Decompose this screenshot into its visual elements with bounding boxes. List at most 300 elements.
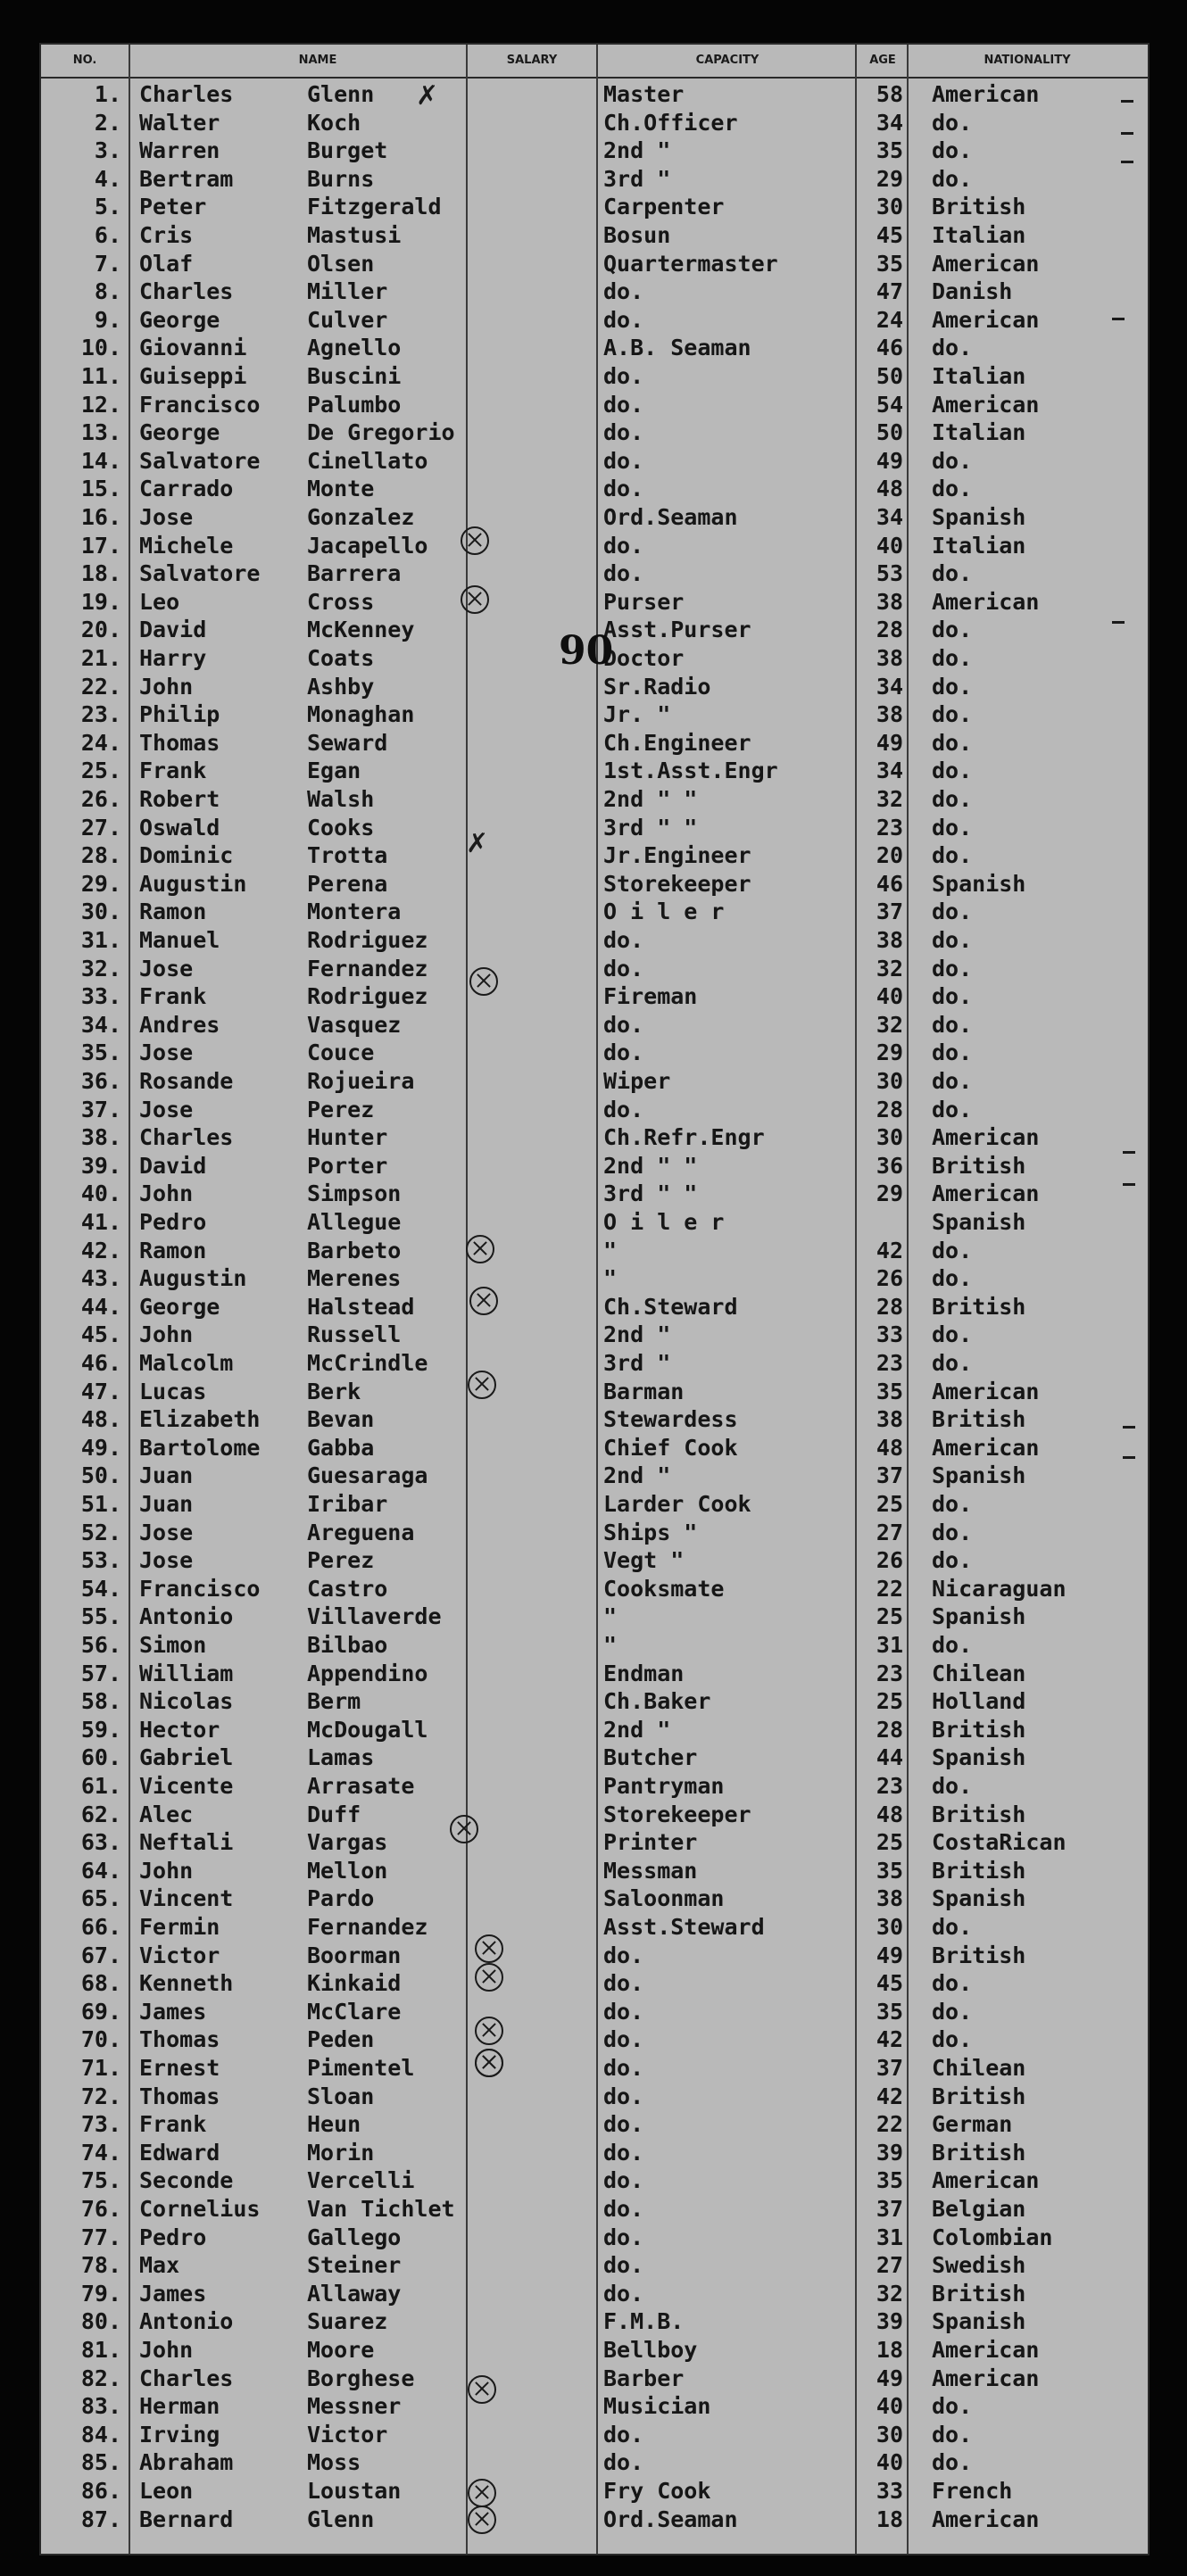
crew-first-name: Salvatore [139, 560, 261, 587]
crew-nationality: Danish [932, 278, 1013, 305]
crew-nationality: Spanish [932, 870, 1026, 897]
crew-last-name: Morin [307, 2139, 375, 2166]
crew-row [41, 1603, 1148, 1630]
crew-first-name: Guiseppi [139, 363, 247, 389]
crew-nationality: Spanish [932, 1462, 1026, 1489]
crew-last-name: Victor [307, 2421, 388, 2448]
crew-first-name: Thomas [139, 2026, 220, 2053]
crew-nationality: American [932, 588, 1040, 615]
crew-last-name: Rodriguez [307, 983, 428, 1010]
crew-first-name: Abraham [139, 2449, 234, 2476]
crew-nationality: American [932, 391, 1040, 418]
crew-row [41, 1011, 1148, 1039]
crew-first-name: Seconde [139, 2167, 234, 2194]
crew-nationality: American [932, 2337, 1040, 2363]
circled-x-icon [468, 2506, 496, 2534]
crew-first-name: Charles [139, 81, 234, 107]
crew-capacity: A.B. Seaman [603, 335, 751, 361]
crew-nationality: Italian [932, 363, 1026, 389]
crew-capacity: Doctor [603, 645, 685, 671]
crew-last-name: Burns [307, 165, 375, 192]
crew-nationality: do. [932, 1632, 973, 1658]
crew-number: 11. [80, 363, 121, 389]
crew-nationality: do. [932, 165, 973, 192]
crew-row [41, 137, 1148, 164]
crew-nationality: do. [932, 447, 973, 474]
crew-age: 50 [876, 363, 903, 389]
crew-nationality: Spanish [932, 504, 1026, 530]
circled-x-icon [461, 526, 489, 555]
crew-nationality: British [932, 1152, 1026, 1179]
crew-capacity: do. [603, 2421, 644, 2448]
crew-capacity: do. [603, 927, 644, 953]
crew-capacity: do. [603, 2167, 644, 2194]
crew-row [41, 1152, 1148, 1180]
crew-number: 8. [94, 278, 121, 305]
crew-last-name: Suarez [307, 2308, 388, 2335]
crew-number: 1. [94, 81, 121, 107]
crew-last-name: Simpson [307, 1180, 402, 1207]
crew-age: 48 [876, 1801, 903, 1827]
crew-last-name: Montera [307, 899, 402, 925]
crew-capacity: 1st.Asst.Engr [603, 758, 778, 784]
crew-capacity: Barber [603, 2365, 685, 2391]
crew-first-name: Augustin [139, 870, 247, 897]
crew-row [41, 503, 1148, 531]
crew-age: 49 [876, 1942, 903, 1968]
crew-first-name: Hector [139, 1716, 220, 1743]
crew-last-name: Duff [307, 1801, 361, 1827]
crew-capacity: Saloonman [603, 1885, 725, 1912]
crew-age: 20 [876, 842, 903, 869]
crew-number: 21. [80, 645, 121, 671]
crew-nationality: American [932, 2506, 1040, 2532]
crew-last-name: Glenn [307, 81, 375, 107]
crew-number: 72. [80, 2083, 121, 2109]
crew-last-name: Arrasate [307, 1773, 415, 1799]
crew-capacity: Larder Cook [603, 1491, 751, 1517]
margin-dash [1121, 132, 1133, 135]
crew-last-name: Trotta [307, 842, 388, 869]
crew-nationality: Colombian [932, 2224, 1053, 2250]
crew-first-name: William [139, 1660, 234, 1686]
crew-capacity: O i l e r [603, 1209, 725, 1235]
crew-age: 34 [876, 109, 903, 136]
crew-row [41, 2025, 1148, 2053]
crew-number: 35. [80, 1040, 121, 1066]
crew-nationality: Chilean [932, 1660, 1026, 1686]
crew-number: 81. [80, 2337, 121, 2363]
crew-capacity: do. [603, 278, 644, 305]
header-capacity: CAPACITY [695, 54, 760, 67]
crew-age: 49 [876, 447, 903, 474]
crew-row [41, 2280, 1148, 2307]
crew-last-name: Merenes [307, 1265, 402, 1292]
circled-x-icon [450, 1815, 478, 1843]
crew-age: 49 [876, 2365, 903, 2391]
crew-nationality: American [932, 306, 1040, 333]
crew-first-name: Francisco [139, 391, 261, 418]
crew-capacity: 2nd " [603, 1716, 671, 1743]
crew-number: 61. [80, 1773, 121, 1799]
crew-first-name: John [139, 673, 194, 700]
crew-first-name: Charles [139, 278, 234, 305]
crew-age: 42 [876, 1237, 903, 1263]
crew-row [41, 2421, 1148, 2448]
crew-age: 25 [876, 1491, 903, 1517]
crew-capacity: do. [603, 2083, 644, 2109]
crew-number: 22. [80, 673, 121, 700]
crew-age: 46 [876, 870, 903, 897]
crew-nationality: do. [932, 1773, 973, 1799]
crew-nationality: do. [932, 1237, 973, 1263]
crew-first-name: John [139, 2337, 194, 2363]
crew-capacity: do. [603, 476, 644, 502]
crew-number: 23. [80, 701, 121, 728]
crew-last-name: Buscini [307, 363, 402, 389]
crew-number: 64. [80, 1857, 121, 1884]
crew-age: 37 [876, 899, 903, 925]
crew-row [41, 362, 1148, 390]
crew-first-name: Ramon [139, 899, 207, 925]
crew-nationality: French [932, 2478, 1013, 2504]
crew-first-name: Frank [139, 758, 207, 784]
crew-number: 25. [80, 758, 121, 784]
crew-number: 33. [80, 983, 121, 1010]
crew-first-name: Michele [139, 532, 234, 559]
crew-first-name: Victor [139, 1942, 220, 1968]
crew-number: 18. [80, 560, 121, 587]
crew-number: 34. [80, 1011, 121, 1038]
crew-number: 53. [80, 1547, 121, 1574]
crew-row [41, 870, 1148, 898]
crew-nationality: do. [932, 1011, 973, 1038]
crew-nationality: British [932, 1942, 1026, 1968]
crew-last-name: Coats [307, 645, 375, 671]
crew-number: 6. [94, 222, 121, 248]
crew-number: 55. [80, 1603, 121, 1630]
crew-number: 47. [80, 1378, 121, 1404]
crew-row [41, 250, 1148, 277]
crew-capacity: Storekeeper [603, 1801, 751, 1827]
crew-nationality: Spanish [932, 1885, 1026, 1912]
crew-last-name: Guesaraga [307, 1462, 428, 1489]
crew-capacity: Ch.Refr.Engr [603, 1124, 765, 1151]
header-nationality: NATIONALITY [984, 54, 1071, 67]
crew-nationality: American [932, 2365, 1040, 2391]
circled-x-icon [475, 1934, 503, 1963]
crew-last-name: Agnello [307, 335, 402, 361]
crew-nationality: do. [932, 1265, 973, 1292]
margin-dash [1123, 1183, 1135, 1186]
crew-age: 35 [876, 250, 903, 277]
crew-age: 32 [876, 2280, 903, 2307]
crew-capacity: do. [603, 306, 644, 333]
crew-nationality: British [932, 1801, 1026, 1827]
crew-capacity: do. [603, 532, 644, 559]
crew-number: 73. [80, 2111, 121, 2138]
crew-number: 69. [80, 1998, 121, 2025]
crew-last-name: Mellon [307, 1857, 388, 1884]
crew-nationality: do. [932, 2449, 973, 2476]
crew-number: 68. [80, 1970, 121, 1997]
crew-capacity: Pantryman [603, 1773, 725, 1799]
crew-number: 70. [80, 2026, 121, 2053]
crew-first-name: Augustin [139, 1265, 247, 1292]
crew-capacity: do. [603, 2280, 644, 2307]
crew-first-name: George [139, 419, 220, 446]
crew-last-name: Couce [307, 1040, 375, 1066]
crew-last-name: Russell [307, 1321, 402, 1348]
crew-number: 9. [94, 306, 121, 333]
crew-row [41, 2224, 1148, 2251]
crew-nationality: do. [932, 899, 973, 925]
crew-nationality: do. [932, 2026, 973, 2053]
crew-row [41, 2083, 1148, 2110]
crew-last-name: Koch [307, 109, 361, 136]
crew-number: 20. [80, 617, 121, 643]
crew-last-name: Allegue [307, 1209, 402, 1235]
crew-first-name: Charles [139, 1124, 234, 1151]
crew-first-name: Vicente [139, 1773, 234, 1799]
crew-nationality: American [932, 2167, 1040, 2194]
crew-row [41, 1434, 1148, 1462]
crew-last-name: McKenney [307, 617, 415, 643]
crew-row [41, 2195, 1148, 2223]
crew-last-name: Olsen [307, 250, 375, 277]
crew-nationality: do. [932, 1914, 973, 1940]
circled-x-icon [475, 2049, 503, 2077]
crew-first-name: Antonio [139, 2308, 234, 2335]
crew-number: 86. [80, 2478, 121, 2504]
crew-row [41, 1828, 1148, 1856]
crew-age: 26 [876, 1265, 903, 1292]
circled-x-icon [461, 585, 489, 614]
crew-first-name: Thomas [139, 729, 220, 756]
crew-capacity: do. [603, 2026, 644, 2053]
crew-row [41, 1067, 1148, 1095]
crew-row [41, 447, 1148, 475]
crew-capacity: 3rd " [603, 165, 671, 192]
crew-first-name: Nicolas [139, 1688, 234, 1715]
crew-age: 18 [876, 2337, 903, 2363]
crew-age: 40 [876, 532, 903, 559]
crew-last-name: Jacapello [307, 532, 428, 559]
crew-nationality: British [932, 194, 1026, 220]
crew-first-name: Fermin [139, 1914, 220, 1940]
crew-last-name: McClare [307, 1998, 402, 2025]
crew-number: 57. [80, 1660, 121, 1686]
crew-capacity: Fry Cook [603, 2478, 711, 2504]
crew-first-name: Pedro [139, 2224, 207, 2250]
crew-number: 65. [80, 1885, 121, 1912]
crew-last-name: Culver [307, 306, 388, 333]
crew-number: 3. [94, 137, 121, 164]
crew-nationality: American [932, 1378, 1040, 1404]
crew-row [41, 588, 1148, 616]
crew-last-name: Villaverde [307, 1603, 442, 1630]
crew-number: 75. [80, 2167, 121, 2194]
crew-last-name: Cooks [307, 814, 375, 841]
crew-capacity: 2nd " " [603, 786, 698, 812]
crew-last-name: Glenn [307, 2506, 375, 2532]
crew-last-name: Cinellato [307, 447, 428, 474]
circled-x-icon [468, 1371, 496, 1399]
crew-capacity: Chief Cook [603, 1434, 738, 1461]
crew-nationality: do. [932, 137, 973, 164]
crew-first-name: Cris [139, 222, 194, 248]
crew-row [41, 1772, 1148, 1800]
crew-last-name: Berk [307, 1378, 361, 1404]
crew-age: 28 [876, 1096, 903, 1122]
crew-last-name: Castro [307, 1575, 388, 1602]
crew-number: 13. [80, 419, 121, 446]
crew-number: 2. [94, 109, 121, 136]
crew-nationality: Chilean [932, 2055, 1026, 2081]
crew-capacity: Jr. " [603, 701, 671, 728]
crew-first-name: John [139, 1857, 194, 1884]
crew-number: 7. [94, 250, 121, 277]
crew-last-name: Vasquez [307, 1011, 402, 1038]
check-mark-icon: ✗ [466, 828, 489, 859]
crew-last-name: Fernandez [307, 1914, 428, 1940]
crew-nationality: do. [932, 1068, 973, 1094]
crew-age: 37 [876, 1462, 903, 1489]
crew-last-name: Borghese [307, 2365, 415, 2391]
crew-row [41, 418, 1148, 446]
crew-age: 23 [876, 1350, 903, 1376]
crew-row [41, 1744, 1148, 1771]
crew-number: 15. [80, 476, 121, 502]
circled-x-icon [475, 2017, 503, 2045]
crew-nationality: do. [932, 1519, 973, 1545]
crew-row [41, 955, 1148, 982]
crew-number: 62. [80, 1801, 121, 1827]
crew-number: 45. [80, 1321, 121, 1348]
crew-nationality: Spanish [932, 1744, 1026, 1771]
crew-first-name: Lucas [139, 1378, 207, 1404]
crew-row [41, 2506, 1148, 2533]
crew-number: 39. [80, 1152, 121, 1179]
crew-row [41, 1998, 1148, 2025]
crew-first-name: Rosande [139, 1068, 234, 1094]
margin-dash [1123, 1151, 1135, 1154]
crew-age: 40 [876, 2449, 903, 2476]
crew-row [41, 1575, 1148, 1603]
crew-capacity: Messman [603, 1857, 698, 1884]
crew-row [41, 1801, 1148, 1828]
crew-number: 5. [94, 194, 121, 220]
crew-capacity: 2nd " [603, 137, 671, 164]
crew-number: 30. [80, 899, 121, 925]
crew-capacity: do. [603, 2449, 644, 2476]
crew-row [41, 814, 1148, 841]
crew-first-name: Cornelius [139, 2196, 261, 2222]
crew-row [41, 1546, 1148, 1574]
crew-age: 54 [876, 391, 903, 418]
crew-first-name: James [139, 2280, 207, 2307]
crew-number: 46. [80, 1350, 121, 1376]
crew-nationality: do. [932, 927, 973, 953]
crew-row [41, 193, 1148, 220]
crew-number: 58. [80, 1688, 121, 1715]
header-name: NAME [298, 54, 337, 67]
crew-first-name: Salvatore [139, 447, 261, 474]
crew-number: 83. [80, 2393, 121, 2420]
circled-x-icon [466, 1235, 494, 1263]
crew-nationality: British [932, 1716, 1026, 1743]
crew-row [41, 785, 1148, 813]
crew-last-name: Miller [307, 278, 388, 305]
crew-nationality: do. [932, 1547, 973, 1574]
crew-last-name: McDougall [307, 1716, 428, 1743]
crew-row [41, 2054, 1148, 2082]
crew-number: 17. [80, 532, 121, 559]
crew-first-name: Francisco [139, 1575, 261, 1602]
crew-age: 46 [876, 335, 903, 361]
crew-age: 35 [876, 1378, 903, 1404]
crew-number: 51. [80, 1491, 121, 1517]
crew-age: 22 [876, 2111, 903, 2138]
crew-capacity: do. [603, 1011, 644, 1038]
crew-first-name: Jose [139, 504, 194, 530]
crew-number: 79. [80, 2280, 121, 2307]
crew-row [41, 673, 1148, 700]
crew-age: 34 [876, 758, 903, 784]
crew-row [41, 1096, 1148, 1123]
crew-row [41, 1913, 1148, 1941]
crew-age: 38 [876, 645, 903, 671]
crew-nationality: Italian [932, 419, 1026, 446]
crew-capacity: do. [603, 2252, 644, 2279]
header-salary: SALARY [506, 54, 558, 67]
crew-capacity: " [603, 1603, 618, 1630]
crew-nationality: do. [932, 814, 973, 841]
crew-first-name: Juan [139, 1462, 194, 1489]
crew-last-name: Bevan [307, 1406, 375, 1433]
crew-age: 27 [876, 2252, 903, 2279]
crew-nationality: American [932, 250, 1040, 277]
crew-row [41, 757, 1148, 784]
crew-age: 36 [876, 1152, 903, 1179]
crew-age: 34 [876, 504, 903, 530]
crew-first-name: Jose [139, 1096, 194, 1122]
crew-number: 49. [80, 1434, 121, 1461]
crew-age: 48 [876, 1434, 903, 1461]
crew-last-name: Hunter [307, 1124, 388, 1151]
crew-capacity: Ord.Seaman [603, 504, 738, 530]
crew-first-name: Bernard [139, 2506, 234, 2532]
crew-nationality: Nicaraguan [932, 1575, 1067, 1602]
crew-row [41, 306, 1148, 334]
crew-age: 28 [876, 1716, 903, 1743]
crew-last-name: Seward [307, 729, 388, 756]
crew-age: 49 [876, 729, 903, 756]
crew-row [41, 80, 1148, 108]
margin-dash [1121, 100, 1133, 103]
crew-capacity: do. [603, 419, 644, 446]
crew-nationality: do. [932, 955, 973, 982]
crew-age: 40 [876, 2393, 903, 2420]
crew-age: 45 [876, 222, 903, 248]
crew-first-name: Ernest [139, 2055, 220, 2081]
crew-capacity: do. [603, 1096, 644, 1122]
crew-capacity: Musician [603, 2393, 711, 2420]
crew-age: 38 [876, 701, 903, 728]
crew-last-name: Rodriguez [307, 927, 428, 953]
crew-number: 31. [80, 927, 121, 953]
crew-first-name: Ramon [139, 1237, 207, 1263]
